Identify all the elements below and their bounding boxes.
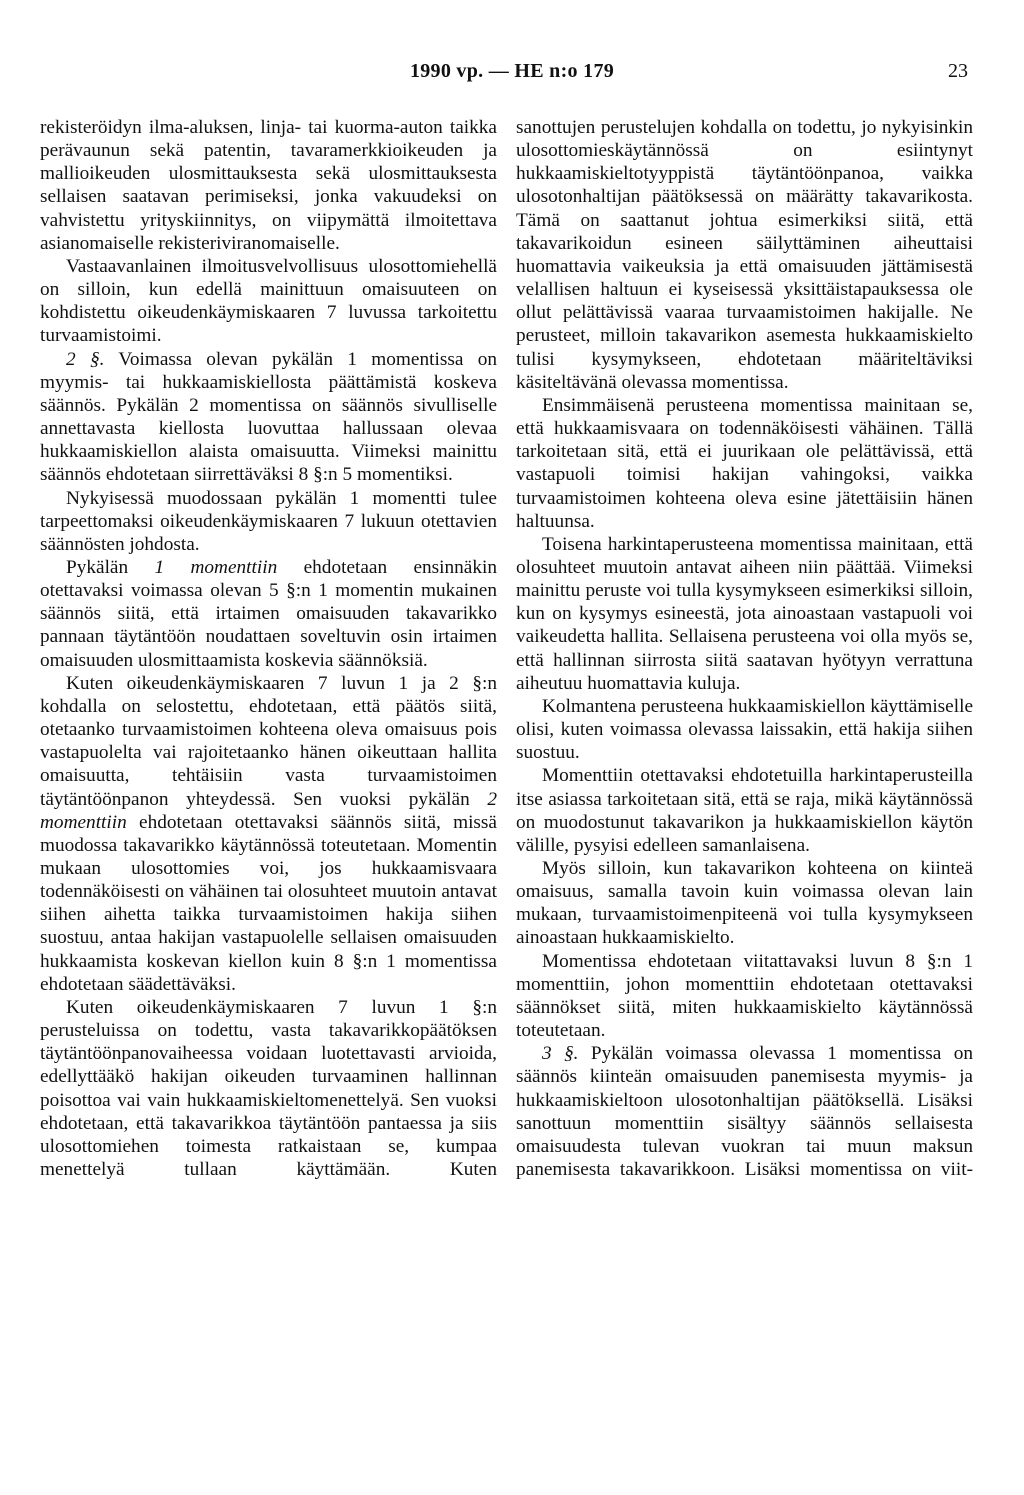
emphasis: 1 momenttiin [154,556,278,578]
paragraph: sanottujen perustelujen kohdalla on todettu, jo nykyisinkin ulosottomieskäytännössä on esiintynyt hukkaamiskieltotyyppistä täytäntöönpanoa, vaikka ulosotonhaltijan päätöksessä on määrätty takavarikosta. Tämä on saattanut johtua esimerkiksi siitä, että takavarikoidun esineen säilyttäminen aiheuttaisi huomattavia vaikeuksia ja että omaisuuden jättämisestä velallisen haltuun ei kyseisessä yksittäistapauksessa ole ollut pelättävissä vaaraa turvaamistoimen hakijalle. Ne perusteet, milloin takavarikon asemesta hukkaamiskielto tulisi kysymykseen, ehdotetaan määriteltäviksi käsiteltävänä olevassa momentissa. [516,117,973,393]
right-column [516,116,973,1181]
paragraph: Momentissa ehdotetaan viitattavaksi luvun 8 §:n 1 momenttiin, johon momenttiin ehdotetaan otettavaksi säännökset siitä, miten hukkaamiskielto käytännössä toteutetaan. [516,950,973,1042]
page-number: 23 [948,60,968,82]
paragraph: 3 §. Pykälän voimassa olevassa 1 momentissa on säännös kiinteän omaisuuden panemisesta myymis- ja hukkaamiskieltoon ulosotonhaltijan päätöksellä. Lisäksi sanottuun momenttiin sisältyy säännös sellaisesta omaisuudesta tulevan vuokran tai muun maksun panemisesta takavarikkoon. Lisäksi momentissa on viit- [516,1043,973,1181]
paragraph: Toisena harkintaperusteena momentissa mainitaan, että olosuhteet muutoin antavat aiheen niin päättää. Viimeksi mainittu peruste voi tulla kysymykseen esimerkiksi silloin, kun on kysymys esineestä, jota ainoastaan vastapuoli voi vaikeudetta hallita. Sellaisena perusteena voi olla myös se, että hallinnan siirrosta siitä saatavan hyötyyn verrattuna aiheutuu huomattavia kuluja. [516,533,973,694]
running-title: 1990 vp. — HE n:o 179 [409,60,615,82]
paragraph: Momenttiin otettavaksi ehdotetuilla harkintaperusteilla itse asiassa tarkoitetaan sitä, että se raja, mikä käytännössä on muodostunut takavarikon ja hukkaamiskiellon käytön välille, pysyisi edelleen samanlaisena. [516,765,973,856]
paragraph: Ensimmäisenä perusteena momentissa mainitaan se, että hukkaamisvaara on todennäköisesti vähäinen. Tällä tarkoitetaan sitä, että ei juurikaan ole pelättävissä, että vastapuoli toimisi hakijan vahingoksi, vaikka turvaamistoimen kohteena oleva esine jätettäisiin hänen haltuunsa. [516,394,973,532]
paragraph: Nykyisessä muodossaan pykälän 1 momentti tulee tarpeettomaksi oikeudenkäymiskaaren 7 lukuun otettavien säännösten johdosta. [40,487,497,555]
paragraph: rekisteröidyn ilma-aluksen, linja- tai kuorma-auton taikka perävaunun sekä patentin, tavaramerkkioikeuden ja mallioikeuden ulosmittauksesta sekä ulosmittauksesta sellaisen saatavan perimiseksi, jonka vakuudeksi on vahvistettu yrityskiinnitys, on viipymättä ilmoitettava asianomaiselle rekisteriviranomaiselle. [40,117,497,254]
paragraph: 2 §. Voimassa olevan pykälän 1 momentissa on myymis- tai hukkaamiskiellosta päättämistä koskeva säännös. Pykälän 2 momentissa on säännös sivulliselle annettavasta kiellosta luovuttaa hallussaan olevaa hukkaamiskiellon alaista omaisuutta. Viimeksi mainittu säännös ehdotetaan siirrettäväksi 8 §:n 5 momentiksi. [40,348,497,486]
paragraph: Kuten oikeudenkäymiskaaren 7 luvun 1 ja 2 §:n kohdalla on selostettu, ehdotetaan, että päätös siitä, otetaanko turvaamistoimen kohteena oleva omaisuus pois vastapuolelta vai rajoitetaanko hänen oikeuttaan hallita omaisuutta, tehtäisiin vasta turvaamistoimen täytäntöönpanon yhteydessä. Sen vuoksi pykälän 2 momenttiin ehdotetaan otettavaksi säännös siitä, missä muodossa takavarikko käytännössä toteutetaan. Momentin mukaan ulosottomies voi, jos hukkaamisvaara todennäköisesti on vähäinen tai olosuhteet muutoin antavat siihen aihetta taikka turvaamistoimen hakija siihen suostuu, antaa hakijan vastapuolelle sellaisen omaisuuden hukkaamista koskevan kiellon kuin 8 §:n 1 momentissa ehdotetaan säädettäväksi. [40,672,497,995]
section-marker: 2 §. [66,348,105,370]
left-column [40,116,497,1181]
page-header [0,60,1024,90]
emphasis: 2 momenttiin [40,788,497,833]
paragraph: Kolmantena perusteena hukkaamiskiellon käyttämiselle olisi, kuten voimassa olevassa laissakin, että hakija siihen suostuu. [516,695,974,764]
paragraph: Kuten oikeudenkäymiskaaren 7 luvun 1 §:n perusteluissa on todettu, vasta takavarikkopäätöksen täytäntöönpanovaiheessa voidaan luotettavasti arvioida, edellyttääkö hakijan oikeuden turvaaminen hallinnan poisottoa vai vain hukkaamiskieltomenettelyä. Sen vuoksi ehdotetaan, että takavarikkoa täytäntöön pantaessa ja siis ulosottomiehen toimesta ratkaistaan se, kumpaa menettelyä tullaan käyttämään. Kuten [40,996,497,1181]
section-marker: 3 §. [542,1043,579,1065]
paragraph: Pykälän 1 momenttiin ehdotetaan ensinnäkin otettavaksi voimassa olevan 5 §:n 1 momentin mukainen säännös siitä, että irtaimen omaisuuden takavarikko pannaan täytäntöön noudattaen soveltuvin osin irtaimen omaisuuden ulosmittaamista koskevia säännöksiä. [40,556,498,671]
paragraph: Vastaavanlainen ilmoitusvelvollisuus ulosottomiehellä on silloin, kun edellä mainittuun omaisuuteen on kohdistettu oikeudenkäymiskaaren 7 luvussa tarkoitettu turvaamistoimi. [40,255,497,347]
paragraph: Myös silloin, kun takavarikon kohteena on kiinteä omaisuus, samalla tavoin kuin voimassa olevan lain mukaan, turvaamistoimenpiteenä voi tulla kysymykseen ainoastaan hukkaamiskielto. [516,858,973,949]
